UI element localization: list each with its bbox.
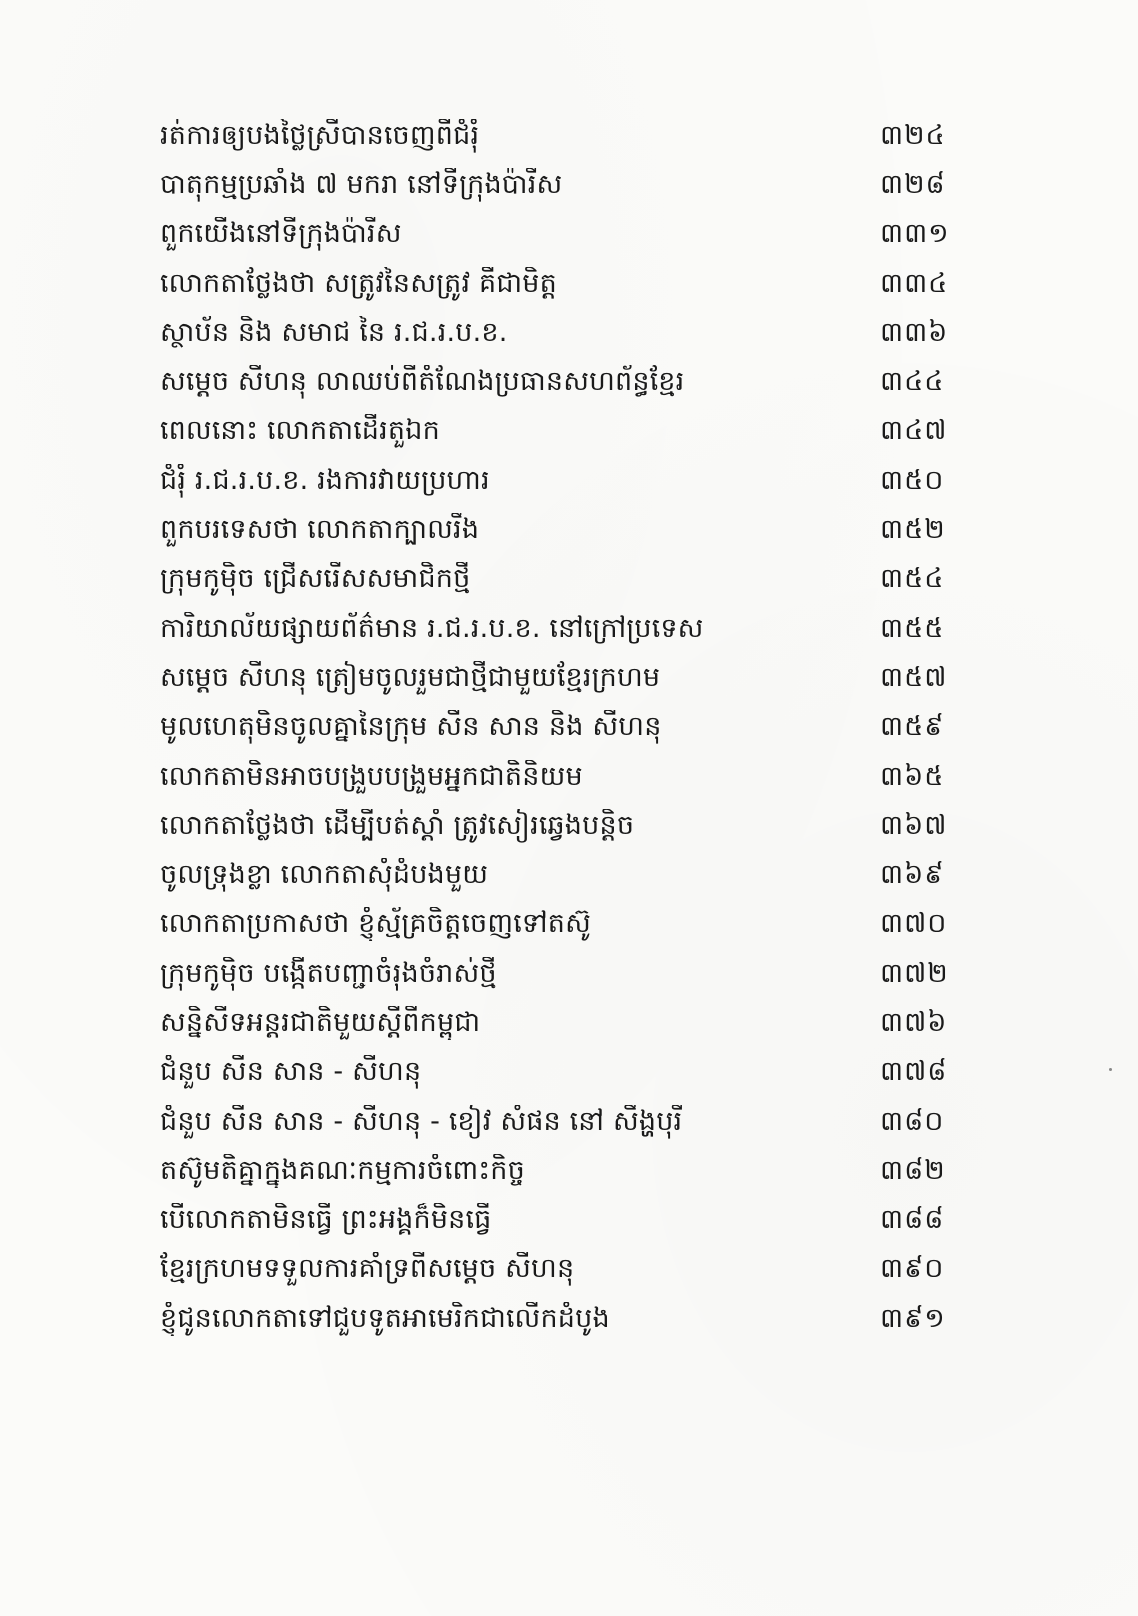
toc-entry — [160, 604, 960, 653]
toc-entry-title: ចូលទ្រុងខ្លា លោកតាសុំដំបងមួយ — [160, 859, 489, 891]
toc-entry — [160, 456, 960, 505]
toc-entry-page-number: ៣៦៩ — [880, 859, 945, 891]
toc-entry-page-number: ៣៦៥ — [880, 760, 945, 792]
toc-entry-page-number: ៣៥៧ — [880, 661, 948, 693]
toc-entry-page-number: ៣៧៨ — [880, 1056, 948, 1088]
toc-entry — [160, 1294, 960, 1343]
toc-entry-title: ពួកយើងនៅទីក្រុងប៉ារីស — [160, 218, 402, 250]
toc-entry-page-number: ៣៩១ — [880, 1302, 946, 1334]
toc-entry-page-number: ៣៨៨ — [880, 1204, 945, 1236]
toc-entry — [160, 357, 960, 406]
toc-entry-title: លោកតាថ្លែងថា សត្រូវនៃសត្រូវ គឺជាមិត្ត — [160, 267, 557, 299]
toc-entry-title: បើលោកតាមិនធ្វើ ព្រះអង្គក៏មិនធ្វើ — [160, 1204, 492, 1236]
toc-entry — [160, 703, 960, 752]
toc-entry — [160, 1048, 960, 1097]
toc-entry-title: រត់ការឲ្យបងថ្លៃស្រីបានចេញពីជំរុំ — [160, 119, 480, 151]
toc-entry — [160, 210, 960, 259]
toc-entry-title: ការិយាល័យផ្សាយព័ត៌មាន រ.ជ.រ.ប.ខ. នៅក្រៅប្រទេស — [160, 612, 704, 644]
toc-entry-title: លោកតាប្រកាសថា ខ្ញុំស្ម័គ្រចិត្តចេញទៅតស៊ូ — [160, 908, 592, 940]
toc-entry-title: តស៊ូមតិគ្នាក្នុងគណៈកម្មការចំពោះកិច្ច — [160, 1154, 525, 1186]
toc-entry-title: លោកតាថ្លែងថា ដើម្បីបត់ស្ដាំ ត្រូវសៀរឆ្វេងបន្តិច — [160, 809, 635, 841]
toc-entry-title: សម្ដេច សីហនុ ត្រៀមចូលរួមជាថ្មីជាមួយខ្មែរក្រហម — [160, 661, 661, 693]
toc-entry-title: សម្ដេច សីហនុ លាឈប់ពីតំណែងប្រធានសហព័ន្ធខ្មែរ — [160, 366, 685, 398]
toc-entry-title: បាតុកម្មប្រឆាំង ៧ មករា នៅទីក្រុងប៉ារីស — [160, 168, 563, 200]
toc-entry — [160, 900, 960, 949]
toc-entry-page-number: ៣៧០ — [880, 908, 948, 940]
toc-entry-title: ខ្មែរក្រហមទទួលការគាំទ្រពីសម្ដេច សីហនុ — [160, 1253, 575, 1285]
toc-entry-page-number: ៣៩០ — [880, 1253, 945, 1285]
toc-entry-page-number: ៣៥៥ — [880, 612, 945, 644]
toc-entry-title: មូលហេតុមិនចូលគ្នានៃក្រុម សឺន សាន និង សីហនុ — [160, 711, 662, 743]
toc-entry-title: លោកតាមិនអាចបង្រួបបង្រួមអ្នកជាតិនិយម — [160, 760, 583, 792]
toc-entry — [160, 407, 960, 456]
toc-entry — [160, 1245, 960, 1294]
toc-entry-title: ក្រុមកូម៉ិច ជ្រើសរើសសមាជិកថ្មី — [160, 563, 471, 595]
toc-entry — [160, 801, 960, 850]
toc-entry — [160, 949, 960, 998]
toc-entry-page-number: ៣៧៦ — [880, 1006, 948, 1038]
toc-entry — [160, 850, 960, 899]
toc-entry-page-number: ៣៤៧ — [880, 415, 948, 447]
toc-entry-page-number: ៣៧២ — [880, 957, 949, 989]
toc-entry-page-number: ៣៥២ — [880, 514, 946, 546]
toc-entry-title: ក្រុមកូម៉ិច បង្កើតបញ្ជាចំរុងចំរាស់ថ្មី — [160, 957, 497, 989]
paper-speck — [1109, 1068, 1112, 1071]
toc-entry — [160, 111, 960, 160]
toc-entry-page-number: ៣៨០ — [880, 1105, 945, 1137]
toc-entry-page-number: ៣៤៤ — [880, 366, 945, 398]
toc-entry-title: ជំរុំ រ.ជ.រ.ប.ខ. រងការវាយប្រហារ — [160, 464, 490, 496]
toc-entry-page-number: ៣៣៤ — [880, 267, 949, 299]
toc-entry — [160, 308, 960, 357]
toc-entry-page-number: ៣២៨ — [880, 168, 946, 200]
toc-entry — [160, 160, 960, 209]
toc-entry — [160, 259, 960, 308]
toc-entry-title: ជំនួប សឺន សាន - សីហនុ — [160, 1056, 422, 1088]
table-of-contents — [160, 111, 960, 1343]
toc-entry-title: សន្និសីទអន្តរជាតិមួយស្ដីពីកម្ពុជា — [160, 1006, 481, 1038]
toc-entry-page-number: ៣៣៦ — [880, 316, 949, 348]
toc-entry-page-number: ៣៥០ — [880, 464, 945, 496]
toc-entry-page-number: ៣៦៧ — [880, 809, 948, 841]
toc-entry-title: ស្ថាប័ន និង សមាជ នៃ រ.ជ.រ.ប.ខ. — [160, 316, 508, 348]
toc-entry — [160, 752, 960, 801]
toc-entry-page-number: ៣៨២ — [880, 1154, 946, 1186]
toc-entry — [160, 998, 960, 1047]
toc-entry — [160, 1196, 960, 1245]
toc-entry — [160, 653, 960, 702]
toc-entry — [160, 1146, 960, 1195]
toc-entry-title: ពួកបរទេសថា លោកតាក្បាលរឹង — [160, 514, 480, 546]
toc-entry — [160, 505, 960, 554]
toc-entry-title: ជំនួប សឺន សាន - សីហនុ - ខៀវ សំផន នៅ សឹង្ហបុរី — [160, 1105, 683, 1137]
toc-entry — [160, 555, 960, 604]
toc-entry-page-number: ៣៣១ — [880, 218, 950, 250]
toc-entry — [160, 1097, 960, 1146]
toc-entry-title: ពេលនោះ លោកតាដើរតួឯក — [160, 415, 440, 447]
toc-entry-page-number: ៣៥៩ — [880, 711, 945, 743]
toc-entry-page-number: ៣២៤ — [880, 119, 946, 151]
toc-entry-title: ខ្ញុំជូនលោកតាទៅជួបទូតអាមេរិកជាលើកដំបូង — [160, 1302, 610, 1334]
toc-entry-page-number: ៣៥៤ — [880, 563, 945, 595]
